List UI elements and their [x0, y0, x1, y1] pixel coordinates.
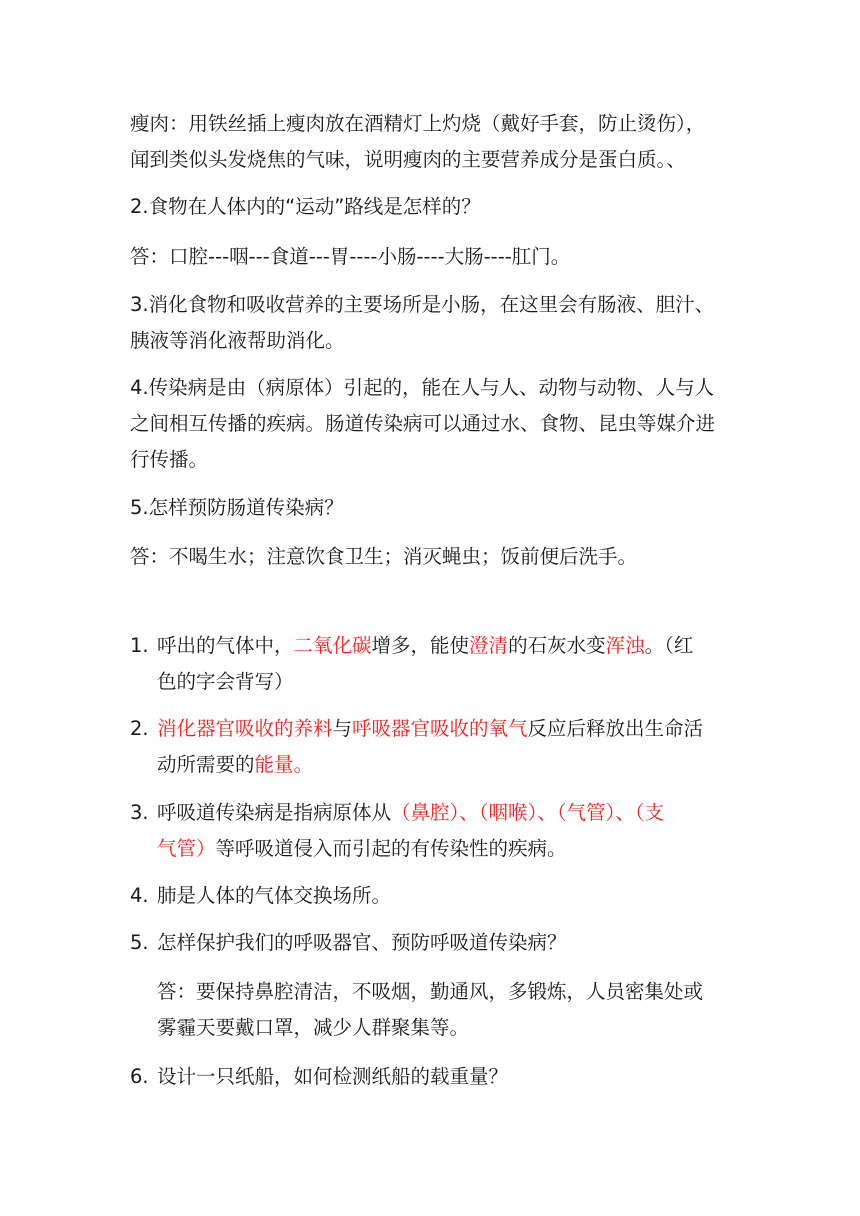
list-item-5-answer-line-2: 雾霾天要戴口罩，减少人群聚集等。: [157, 1016, 470, 1039]
list-item-2-line-2: 动所需要的能量。: [157, 753, 314, 776]
paragraph-4-line-2: 之间相互传播的疾病。肠道传染病可以通过水、食物、昆虫等媒介进: [130, 412, 716, 435]
paragraph-3-line-1: 3.消化食物和吸收营养的主要场所是小肠，在这里会有肠液、胆汁、: [130, 293, 715, 316]
list-item-1-line-2: 色的字会背写）: [157, 670, 294, 693]
highlight-turbid: 浑浊: [605, 634, 645, 657]
list-item-5-line-1: 怎样保护我们的呼吸器官、预防呼吸道传染病？: [157, 931, 567, 954]
lean-meat-line-1: 瘦肉：用铁丝插上瘦肉放在酒精灯上灼烧（戴好手套，防止烫伤），: [130, 112, 706, 135]
list-item-2-line-1: 消化器官吸收的养料与呼吸器官吸收的氧气反应后释放出生命活: [157, 717, 704, 740]
highlight-clear: 澄清: [469, 634, 509, 657]
list-number: 1.: [130, 634, 149, 657]
answer-2: 答：口腔---咽---食道---胃----小肠----大肠----肛门。: [130, 245, 571, 268]
list-item-3-line-2: 气管）等呼吸道侵入而引起的有传染性的疾病。: [157, 837, 567, 860]
list-number: 5.: [130, 931, 149, 954]
list-number: 4.: [130, 884, 149, 907]
answer-5: 答：不喝生水；注意饮食卫生；消灭蝇虫；饭前便后洗手。: [130, 545, 638, 568]
paragraph-4-line-3: 行传播。: [130, 448, 209, 471]
list-number: 6.: [130, 1065, 149, 1088]
highlight-oxygen: 呼吸器官吸收的氧气: [352, 717, 528, 740]
list-number: 3.: [130, 801, 149, 824]
paragraph-3-line-2: 胰液等消化液帮助消化。: [130, 329, 345, 352]
list-number: 2.: [130, 717, 149, 740]
highlight-bronchi: 气管）: [157, 837, 216, 860]
question-2: 2.食物在人体内的“运动”路线是怎样的？: [130, 195, 481, 218]
question-5: 5.怎样预防肠道传染病？: [130, 496, 344, 519]
list-item-6-line-1: 设计一只纸船，如何检测纸船的载重量？: [157, 1065, 509, 1088]
list-item-1-line-1: 呼出的气体中，二氧化碳增多，能使澄清的石灰水变浑浊。（红: [157, 634, 694, 657]
highlight-airways: （鼻腔）、（咽喉）、（气管）、（支: [391, 801, 665, 824]
paragraph-4-line-1: 4.传染病是由（病原体）引起的，能在人与人、动物与动物、人与人: [130, 376, 715, 399]
lean-meat-line-2: 闻到类似头发烧焦的气味，说明瘦肉的主要营养成分是蛋白质。、: [130, 148, 686, 171]
highlight-co2: 二氧化碳: [293, 634, 372, 657]
list-item-4-line-1: 肺是人体的气体交换场所。: [157, 884, 392, 907]
list-item-3-line-1: 呼吸道传染病是指病原体从（鼻腔）、（咽喉）、（气管）、（支: [157, 801, 665, 824]
highlight-nutrients: 消化器官吸收的养料: [157, 717, 333, 740]
list-item-5-answer-line-1: 答：要保持鼻腔清洁，不吸烟，勤通风，多锻炼，人员密集处或: [157, 980, 704, 1003]
highlight-energy: 能量。: [254, 753, 314, 776]
